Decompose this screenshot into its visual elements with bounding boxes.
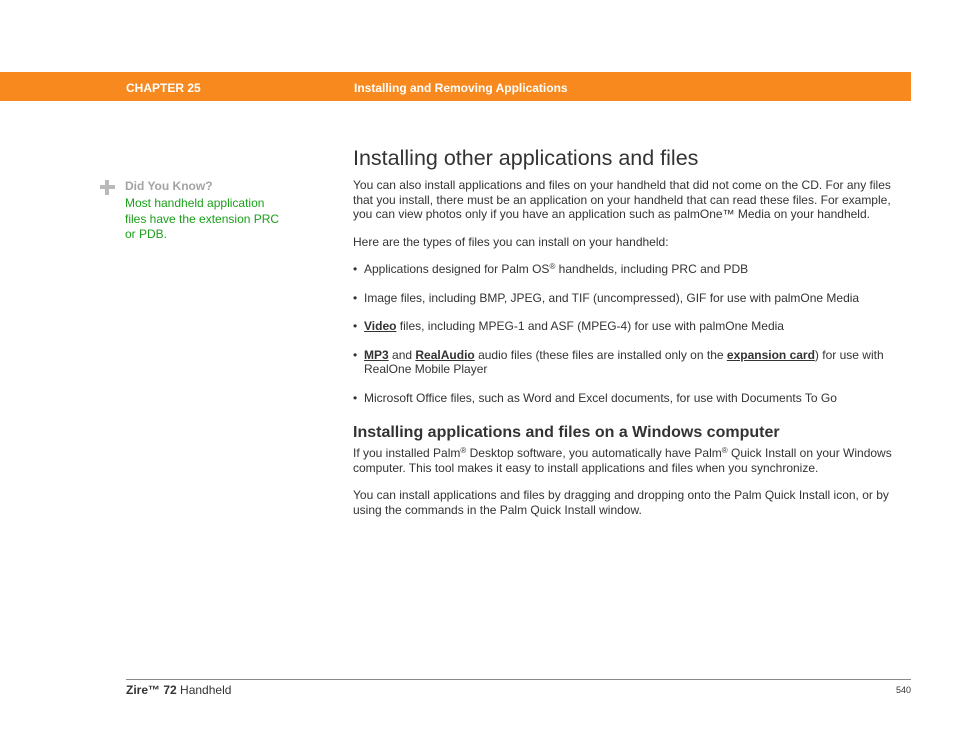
chapter-number: CHAPTER 25 [126,81,201,95]
list-item: • MP3 and RealAudio audio files (these files are installed only on the expansion card) for use with RealOne Mobile Player [353,348,913,377]
main-content [353,145,913,530]
video-link[interactable]: Video [364,319,397,333]
list-item: • Applications designed for Palm OS® handhelds, including PRC and PDB [353,262,913,277]
list-item: • Image files, including BMP, JPEG, and TIF (uncompressed), GIF for use with palmOne Media [353,291,913,306]
mp3-link[interactable]: MP3 [364,347,389,362]
list-item: • Microsoft Office files, such as Word and Excel documents, for use with Documents To Go [353,391,913,406]
chapter-header-bar [0,72,911,101]
intro-paragraph: You can also install applications and files on your handheld that did not come on the CD. For any files that you install, there must be an application on your handheld that can read these files. For example, you can view photos only if you have an application such as palmOne™ Media on your handheld. [353,178,891,221]
expansion-card-link[interactable]: expansion card [726,347,815,362]
chapter-title: Installing and Removing Applications [354,81,568,95]
types-intro: Here are the types of files you can install on your handheld: [353,234,669,249]
realaudio-link[interactable]: RealAudio [415,347,475,362]
plus-icon [100,180,115,195]
did-you-know-body: Most handheld application files have the extension PRC or PDB. [125,196,280,241]
section-paragraph-1: If you installed Palm® Desktop software, you automatically have Palm® Quick Install on your Windows computer. This tool makes it easy to install applications and files when you synchronize. [353,446,892,475]
did-you-know-title: Did You Know? [125,179,213,193]
page-title: Installing other applications and files [353,146,699,170]
section-title: Installing applications and files on a Windows computer [353,424,780,441]
footer-product: Zire™ 72 Handheld [126,683,232,697]
list-item: • Video files, including MPEG-1 and ASF (MPEG-4) for use with palmOne Media [353,319,913,334]
section-paragraph-2: You can install applications and files by dragging and dropping onto the Palm Quick Install icon, or by using the commands in the Palm Quick Install window. [353,488,889,517]
page-number: 540 [895,685,911,695]
file-types-list [353,262,913,405]
footer-divider [126,679,911,680]
